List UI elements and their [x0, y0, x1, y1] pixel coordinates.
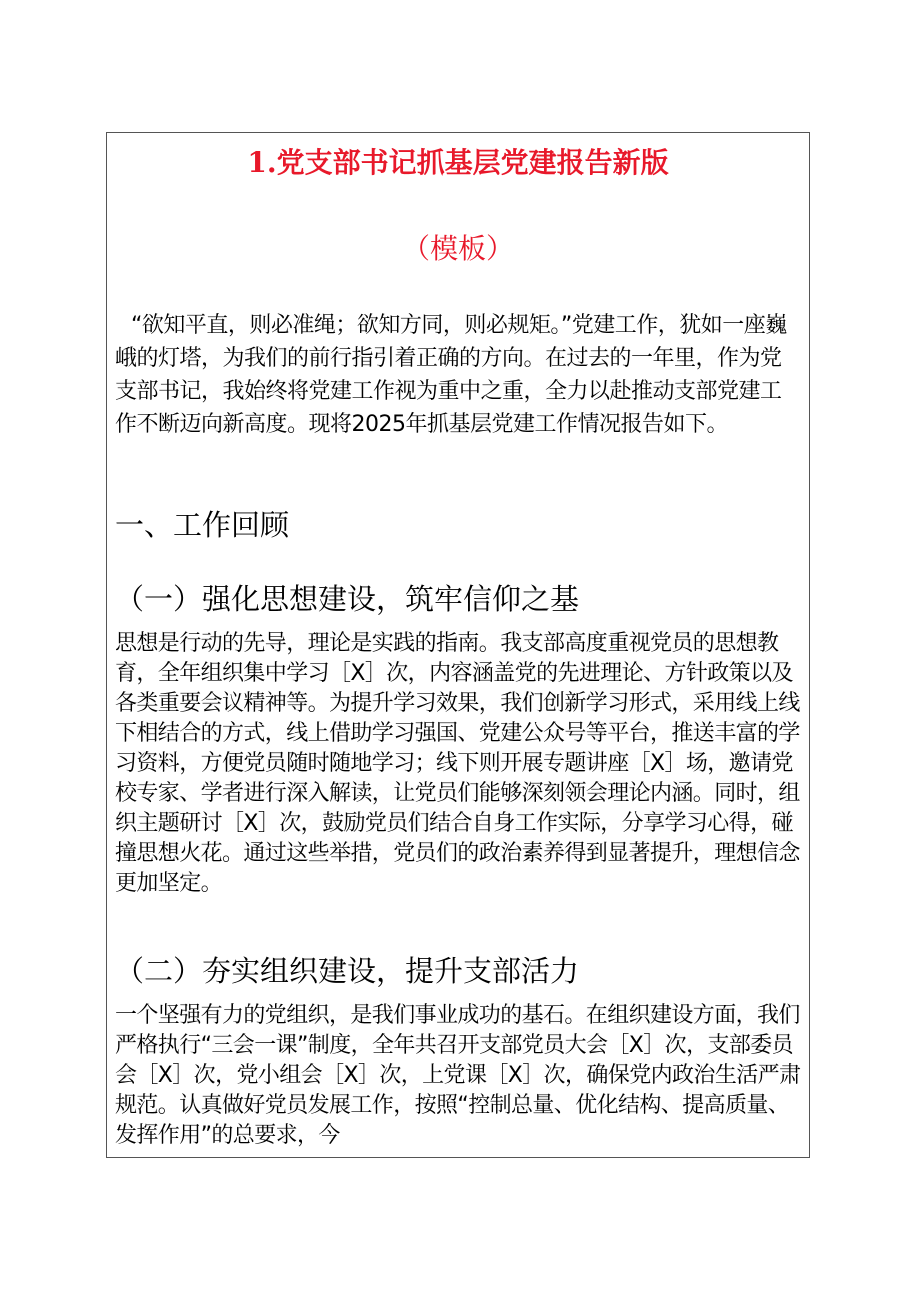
document-subtitle: （模板）	[401, 232, 514, 265]
subsection-body-1: 思想是行动的先导，理论是实践的指南。我支部高度重视党员的思想教育，全年组织集中学习［X］次，内容涵盖党的先进理论、方针政策以及各类重要会议精神等。为提升学习效果，我们创新学习形式，采用线上线下相结合的方式，线上借助学习强国、党建公众号等平台，推送丰富的学习资料，方便党员随时随地学习；线下则开展专题讲座［X］场，邀请党校专家、学者进行深入解读，让党员们能够深刻领会理论内涵。同时，组织主题研讨［X］次，鼓励党员们结合自身工作实际，分享学习心得，碰撞思想火花。通过这些举措，党员们的政治素养得到显著提升，理想信念更加坚定。	[115, 631, 800, 896]
subsection-heading-2: （二）夯实组织建设，提升支部活力	[115, 954, 580, 988]
subsection-body-2: 一个坚强有力的党组织，是我们事业成功的基石。在组织建设方面，我们严格执行“三会一课”制度，全年共召开支部党员大会［X］次，支部委员会［X］次，党小组会［X］次，上党课［X］次，确保党内政治生活严肃规范。认真做好党员发展工作，按照“控制总量、优化结构、提高质量、发挥作用”的总要求，今	[115, 1003, 801, 1148]
section-heading: 一、工作回顾	[115, 508, 290, 542]
document-title: 1.党支部书记抓基层党建报告新版	[247, 146, 669, 179]
document-page	[106, 132, 810, 1158]
intro-paragraph: “欲知平直，则必准绳；欲知方同，则必规矩。”党建工作，犹如一座巍峨的灯塔，为我们的前行指引着正确的方向。在过去的一年里，作为党支部书记，我始终将党建工作视为重中之重，全力以赴推动支部党建工作不断迈向新高度。现将2025年抓基层党建工作情况报告如下。	[115, 313, 787, 437]
subsection-heading-1: （一）强化思想建设，筑牢信仰之基	[115, 582, 580, 616]
